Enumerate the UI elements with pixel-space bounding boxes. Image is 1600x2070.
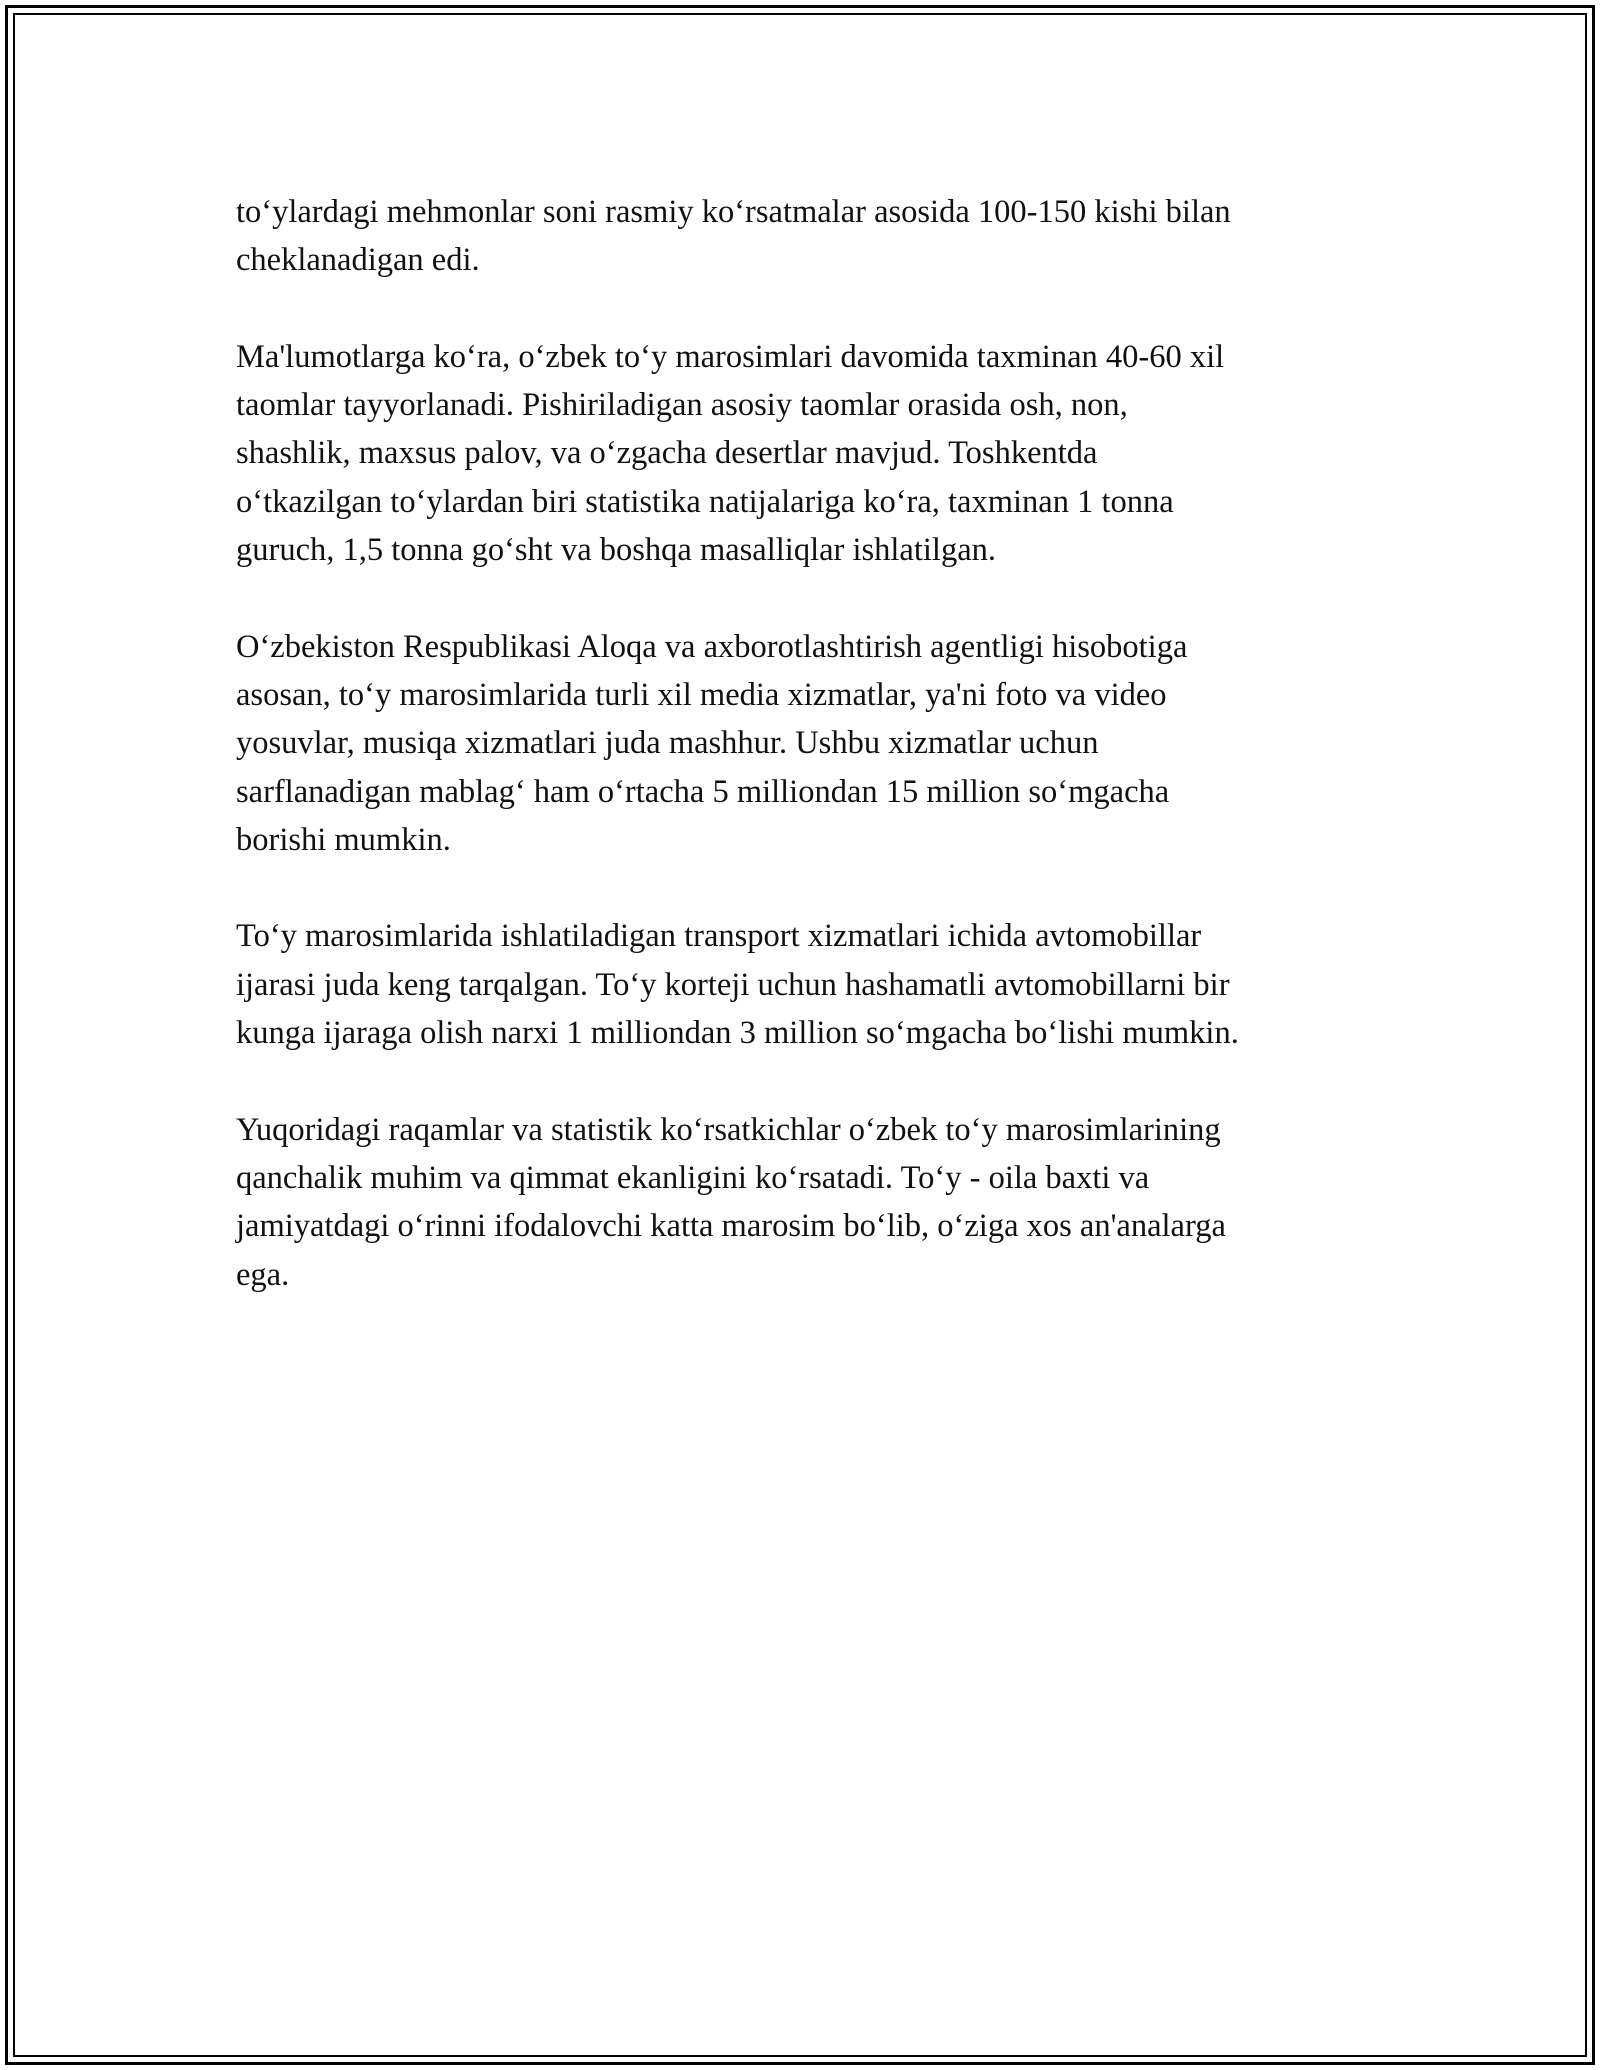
text-line: To‘y marosimlarida ishlatiladigan transport xizmatlari ichida avtomobillar: [236, 918, 1202, 955]
text-line: to‘ylardagi mehmonlar soni rasmiy ko‘rsatmalar asosida 100-150 kishi bilan: [236, 194, 1231, 230]
text-line: guruch, 1,5 tonna go‘sht va boshqa masalliqlar ishlatilgan.: [236, 532, 996, 569]
text-line: ijarasi juda keng tarqalgan. To‘y korteji uchun hashamatli avtomobillarni bir: [236, 966, 1230, 1003]
paragraph-conclusion: [236, 1106, 1376, 1299]
text-line: o‘tkazilgan to‘ylardan biri statistika natijalariga ko‘ra, taxminan 1 tonna: [236, 483, 1174, 520]
text-line: yosuvlar, musiqa xizmatlari juda mashhur. Ushbu xizmatlar uchun: [236, 725, 1099, 762]
text-line: ega.: [236, 1256, 290, 1293]
text-line: Yuqoridagi raqamlar va statistik ko‘rsatkichlar o‘zbek to‘y marosimlarining: [236, 1111, 1221, 1148]
text-line: kunga ijaraga olish narxi 1 milliondan 3 million so‘mgacha bo‘lishi mumkin.: [236, 1015, 1239, 1052]
text-line: O‘zbekiston Respublikasi Aloqa va axborotlashtirish agentligi hisobotiga: [236, 628, 1188, 665]
text-line: cheklanadigan edi.: [236, 242, 480, 279]
text-line: borishi mumkin.: [236, 821, 451, 858]
text-line: jamiyatdagi o‘rinni ifodalovchi katta marosim bo‘lib, o‘ziga xos an'analarga: [236, 1208, 1226, 1245]
paragraph-media-services: [236, 623, 1376, 864]
paragraph-transport: [236, 912, 1376, 1057]
paragraph-guest-count: [236, 188, 1376, 285]
text-line: asosan, to‘y marosimlarida turli xil media xizmatlar, ya'ni foto va video: [236, 676, 1167, 713]
text-line: qanchalik muhim va qimmat ekanligini ko‘rsatadi. To‘y - oila baxti va: [236, 1159, 1150, 1196]
paragraph-dishes: [236, 333, 1376, 574]
text-line: sarflanadigan mablag‘ ham o‘rtacha 5 milliondan 15 million so‘mgacha: [236, 773, 1170, 810]
text-line: shashlik, maxsus palov, va o‘zgacha desertlar mavjud. Toshkentda: [236, 435, 1098, 472]
text-line: Ma'lumotlarga ko‘ra, o‘zbek to‘y marosimlari davomida taxminan 40-60 xil: [236, 338, 1225, 375]
document-body: [236, 188, 1376, 1347]
text-line: taomlar tayyorlanadi. Pishiriladigan asosiy taomlar orasida osh, non,: [236, 387, 1128, 424]
